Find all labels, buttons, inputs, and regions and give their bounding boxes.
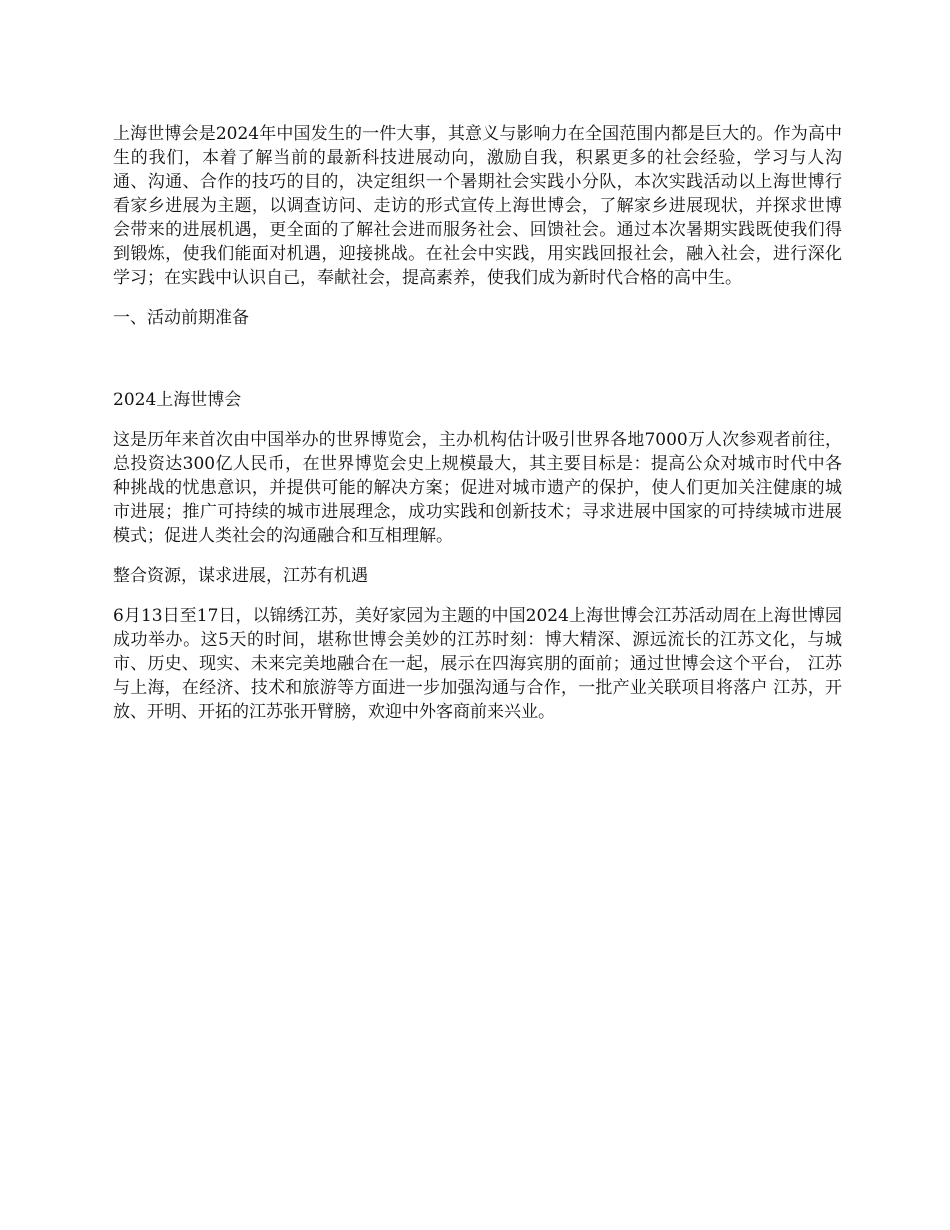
jiangsu-paragraph: 6月13日至17日，以锦绣江苏，美好家园为主题的中国2024上海世博会江苏活动周在上海世博园成功举办。这5天的时间，堪称世博会美妙的江苏时刻：博大精深、源远流长的江苏文化，与城市、历史、现实、未来完美地融合在一起，展示在四海宾朋的面前；通过世博会这个平台， 江苏与上海，在经济、技术和旅游等方面进一步加强沟通与合作，一批产业关联项目将落户 江苏，开放、开明、开拓的江苏张开臂膀，欢迎中外客商前来兴业。	[113, 606, 842, 722]
section-heading-jiangsu: 整合资源，谋求进展，江苏有机遇	[113, 566, 368, 586]
section-heading-preparation: 一、活动前期准备	[113, 308, 249, 328]
expo-paragraph: 这是历年来首次由中国举办的世界博览会，主办机构估计吸引世界各地7000万人次参观者前往，总投资达300亿人民币，在世界博览会史上规模最大，其主要目标是：提高公众对城市时代中各种挑战的忧患意识，并提供可能的解决方案；促进对城市遗产的保护，使人们更加关注健康的城市进展；推广可持续的城市进展理念，成功实践和创新技术；寻求进展中国家的可持续城市进展模式；促进人类社会的沟通融合和互相理解。	[113, 430, 842, 546]
intro-paragraph: 上海世博会是2024年中国发生的一件大事，其意义与影响力在全国范围内都是巨大的。作为高中生的我们，本着了解当前的最新科技进展动向，激励自我，积累更多的社会经验，学习与人沟通、沟通、合作的技巧的目的，决定组织一个暑期社会实践小分队，本次实践活动以上海世博行看家乡进展为主题，以调查访问、走访的形式宣传上海世博会，了解家乡进展现状，并探求世博会带来的进展机遇，更全面的了解社会进而服务社会、回馈社会。通过本次暑期实践既使我们得到锻炼，使我们能面对机遇，迎接挑战。在社会中实践，用实践回报社会，融入社会，进行深化学习；在实践中认识自己，奉献社会，提高素养，使我们成为新时代合格的高中生。	[113, 124, 842, 288]
section-heading-expo: 2024上海世博会	[113, 390, 242, 410]
